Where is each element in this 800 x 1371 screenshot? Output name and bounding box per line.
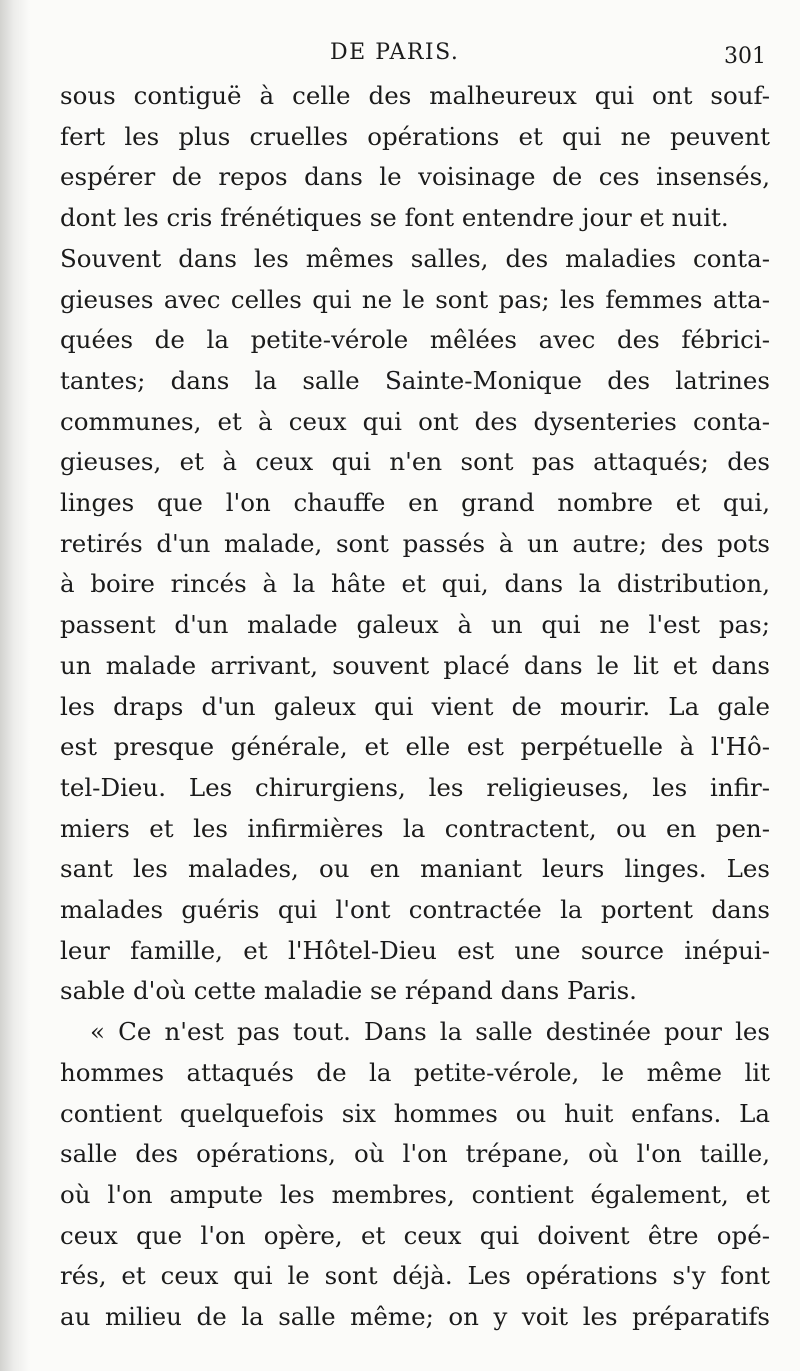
text-line: linges que l'on chauffe en grand nombre et qui,: [60, 488, 770, 517]
running-head-title: DE PARIS.: [330, 40, 460, 65]
text-line: est presque générale, et elle est perpétuelle à l'Hô-: [60, 732, 770, 762]
page-number: 301: [724, 44, 766, 69]
text-line: ceux que l'on opère, et ceux qui doivent être opé-: [60, 1220, 770, 1250]
text-line: Souvent dans les mêmes salles, des maladies conta-: [60, 243, 770, 273]
text-line: au milieu de la salle même; on y voit les préparatifs: [60, 1302, 770, 1331]
text-line: où l'on ampute les membres, contient également, et: [60, 1179, 770, 1209]
text-line: hommes attaqués de la petite-vérole, le même lit: [60, 1057, 770, 1087]
text-line: passent d'un malade galeux à un qui ne l'est pas;: [60, 610, 770, 640]
text-line: espérer de repos dans le voisinage de ces insensés,: [60, 162, 770, 192]
text-line: tel-Dieu. Les chirurgiens, les religieuses, les infir-: [60, 772, 770, 802]
page-gutter-shadow: [0, 0, 30, 1371]
text-line: malades guéris qui l'ont contractée la portent dans: [60, 895, 770, 924]
text-line: rés, et ceux qui le sont déjà. Les opérations s'y font: [60, 1261, 770, 1291]
text-line: sant les malades, ou en maniant leurs linges. Les: [60, 854, 770, 884]
text-line: fert les plus cruelles opérations et qui ne peuvent: [60, 121, 770, 151]
text-line: dont les cris frénétiques se font entendre jour et nuit.: [60, 203, 729, 233]
text-line: retirés d'un malade, sont passés à un autre; des pots: [60, 528, 770, 558]
text-line: gieuses avec celles qui ne le sont pas; les femmes atta-: [60, 284, 770, 314]
text-line: les draps d'un galeux qui vient de mourir. La gale: [60, 691, 770, 721]
text-line: leur famille, et l'Hôtel-Dieu est une source inépui-: [60, 935, 770, 965]
text-line: contient quelquefois six hommes ou huit enfans. La: [60, 1098, 770, 1128]
text-line: à boire rincés à la hâte et qui, dans la distribution,: [60, 569, 770, 599]
running-head: [0, 40, 800, 80]
text-line: sable d'où cette maladie se répand dans Paris.: [60, 976, 637, 1006]
text-line: sous contiguë à celle des malheureux qui ont souf-: [60, 81, 770, 110]
text-line: quées de la petite-vérole mêlées avec des fébrici-: [60, 325, 770, 355]
text-line: tantes; dans la salle Sainte-Monique des latrines: [60, 365, 770, 395]
text-line: gieuses, et à ceux qui n'en sont pas attaqués; des: [60, 447, 770, 477]
text-line: un malade arrivant, souvent placé dans le lit et dans: [60, 650, 770, 680]
text-line: miers et les infirmières la contractent, ou en pen-: [60, 813, 770, 843]
text-line: « Ce n'est pas tout. Dans la salle destinée pour les: [90, 1017, 770, 1047]
text-line: salle des opérations, où l'on trépane, où l'on taille,: [60, 1139, 770, 1169]
text-line: communes, et à ceux qui ont des dysenteries conta-: [60, 406, 770, 436]
